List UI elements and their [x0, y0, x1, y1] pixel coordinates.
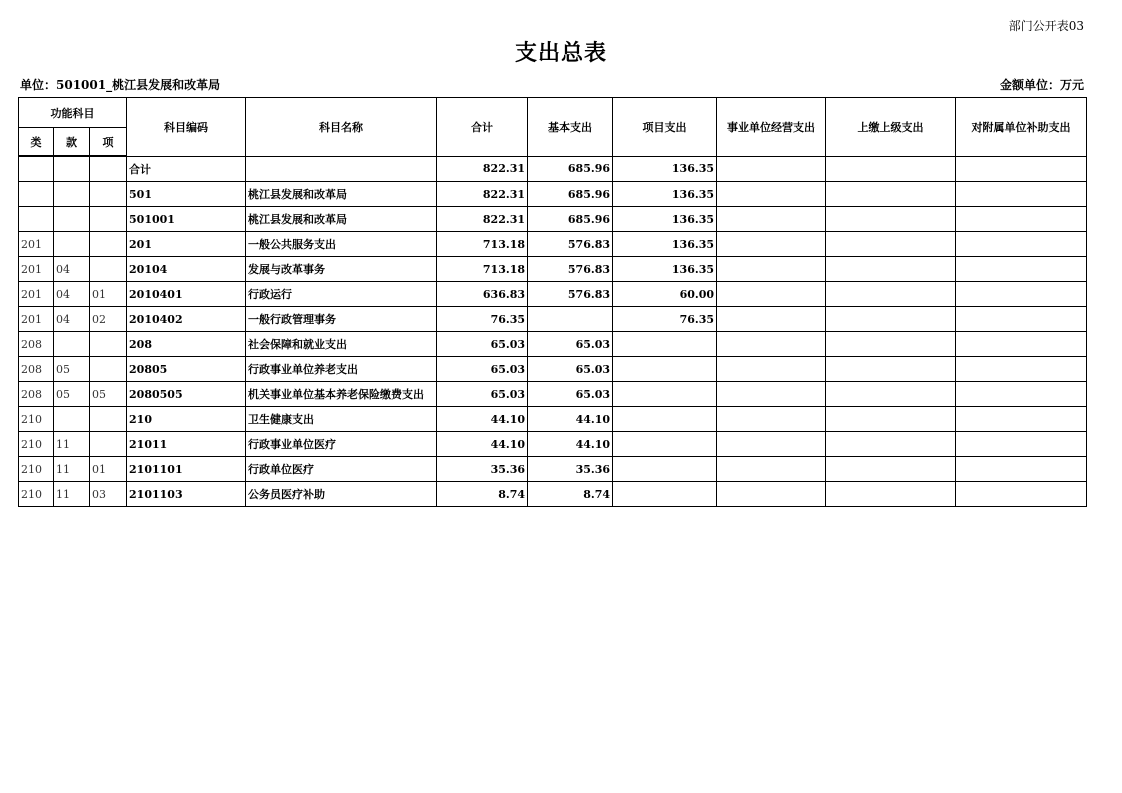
cell-total: 35.36	[437, 457, 528, 482]
header-kuan: 款	[54, 128, 90, 157]
header-subsidy: 对附属单位补助支出	[956, 98, 1087, 157]
cell-total: 44.10	[437, 432, 528, 457]
cell-upper	[826, 156, 956, 182]
cell-code: 2010402	[127, 307, 246, 332]
cell-total: 65.03	[437, 382, 528, 407]
cell-subsidy	[956, 432, 1087, 457]
cell-project	[613, 357, 717, 382]
header-lei: 类	[19, 128, 54, 157]
cell-biz	[717, 407, 826, 432]
table-row	[19, 432, 1087, 457]
cell-code: 2010401	[127, 282, 246, 307]
cell-name: 卫生健康支出	[246, 407, 437, 432]
cell-xiang: 05	[90, 382, 127, 407]
cell-basic	[528, 307, 613, 332]
cell-xiang	[90, 357, 127, 382]
cell-kuan	[54, 182, 90, 207]
cell-project: 136.35	[613, 207, 717, 232]
cell-kuan	[54, 156, 90, 182]
cell-subsidy	[956, 282, 1087, 307]
table-row	[19, 332, 1087, 357]
cell-upper	[826, 457, 956, 482]
cell-biz	[717, 156, 826, 182]
cell-upper	[826, 207, 956, 232]
cell-code: 501	[127, 182, 246, 207]
cell-basic: 576.83	[528, 282, 613, 307]
cell-biz	[717, 457, 826, 482]
cell-upper	[826, 232, 956, 257]
cell-biz	[717, 432, 826, 457]
cell-total: 65.03	[437, 357, 528, 382]
cell-total: 44.10	[437, 407, 528, 432]
cell-project: 60.00	[613, 282, 717, 307]
cell-code: 合计	[127, 156, 246, 182]
cell-upper	[826, 182, 956, 207]
header-upper: 上缴上级支出	[826, 98, 956, 157]
cell-code: 20805	[127, 357, 246, 382]
cell-project: 136.35	[613, 257, 717, 282]
page-title: 支出总表	[514, 40, 607, 66]
cell-kuan: 11	[54, 432, 90, 457]
cell-subsidy	[956, 407, 1087, 432]
cell-project: 136.35	[613, 182, 717, 207]
table-row	[19, 357, 1087, 382]
cell-biz	[717, 257, 826, 282]
table-row	[19, 282, 1087, 307]
unit-label: 单位：501001_桃江县发展和改革局	[20, 78, 221, 92]
cell-subsidy	[956, 156, 1087, 182]
cell-lei: 201	[19, 307, 54, 332]
cell-kuan: 11	[54, 482, 90, 507]
cell-xiang	[90, 432, 127, 457]
cell-subsidy	[956, 382, 1087, 407]
cell-xiang	[90, 182, 127, 207]
cell-subsidy	[956, 257, 1087, 282]
table-row	[19, 207, 1087, 232]
header-func-subject: 功能科目	[19, 98, 127, 128]
cell-project	[613, 457, 717, 482]
cell-total: 822.31	[437, 207, 528, 232]
cell-lei: 210	[19, 407, 54, 432]
cell-code: 2101103	[127, 482, 246, 507]
table-row	[19, 232, 1087, 257]
cell-kuan	[54, 407, 90, 432]
cell-upper	[826, 257, 956, 282]
cell-total: 713.18	[437, 232, 528, 257]
cell-total: 636.83	[437, 282, 528, 307]
table-row	[19, 307, 1087, 332]
cell-total: 65.03	[437, 332, 528, 357]
header-code: 科目编码	[127, 98, 246, 157]
cell-biz	[717, 232, 826, 257]
cell-lei: 201	[19, 232, 54, 257]
cell-xiang	[90, 407, 127, 432]
table-row	[19, 156, 1087, 182]
cell-kuan: 04	[54, 307, 90, 332]
header-biz: 事业单位经营支出	[717, 98, 826, 157]
table-row	[19, 482, 1087, 507]
cell-biz	[717, 332, 826, 357]
cell-name: 公务员医疗补助	[246, 482, 437, 507]
cell-total: 76.35	[437, 307, 528, 332]
cell-code: 21011	[127, 432, 246, 457]
cell-subsidy	[956, 232, 1087, 257]
cell-subsidy	[956, 482, 1087, 507]
cell-lei	[19, 207, 54, 232]
cell-name: 行政单位医疗	[246, 457, 437, 482]
cell-name: 一般行政管理事务	[246, 307, 437, 332]
cell-lei: 201	[19, 257, 54, 282]
cell-upper	[826, 307, 956, 332]
cell-subsidy	[956, 332, 1087, 357]
cell-basic: 576.83	[528, 232, 613, 257]
cell-name: 行政运行	[246, 282, 437, 307]
cell-name: 社会保障和就业支出	[246, 332, 437, 357]
table-row	[19, 407, 1087, 432]
cell-basic: 65.03	[528, 382, 613, 407]
cell-project: 136.35	[613, 156, 717, 182]
cell-xiang: 03	[90, 482, 127, 507]
cell-name: 一般公共服务支出	[246, 232, 437, 257]
cell-project	[613, 332, 717, 357]
cell-kuan	[54, 232, 90, 257]
table-row	[19, 457, 1087, 482]
cell-biz	[717, 482, 826, 507]
cell-kuan: 05	[54, 357, 90, 382]
cell-subsidy	[956, 457, 1087, 482]
cell-xiang	[90, 232, 127, 257]
cell-basic: 8.74	[528, 482, 613, 507]
cell-subsidy	[956, 207, 1087, 232]
cell-subsidy	[956, 182, 1087, 207]
cell-lei	[19, 156, 54, 182]
cell-lei	[19, 182, 54, 207]
cell-biz	[717, 282, 826, 307]
cell-basic: 65.03	[528, 332, 613, 357]
cell-upper	[826, 332, 956, 357]
cell-basic: 44.10	[528, 407, 613, 432]
cell-code: 20104	[127, 257, 246, 282]
cell-xiang	[90, 156, 127, 182]
cell-xiang: 02	[90, 307, 127, 332]
cell-kuan	[54, 207, 90, 232]
cell-xiang	[90, 257, 127, 282]
cell-biz	[717, 357, 826, 382]
cell-lei: 210	[19, 432, 54, 457]
cell-project	[613, 482, 717, 507]
cell-project: 76.35	[613, 307, 717, 332]
form-number: 部门公开表03	[1008, 19, 1084, 33]
cell-kuan: 11	[54, 457, 90, 482]
table-body	[19, 156, 1087, 507]
cell-project	[613, 382, 717, 407]
cell-name: 行政事业单位医疗	[246, 432, 437, 457]
cell-xiang	[90, 207, 127, 232]
cell-upper	[826, 382, 956, 407]
cell-lei: 210	[19, 482, 54, 507]
cell-name: 机关事业单位基本养老保险缴费支出	[246, 382, 437, 407]
amount-unit-label: 金额单位：万元	[999, 78, 1084, 92]
cell-lei: 210	[19, 457, 54, 482]
header-name: 科目名称	[246, 98, 437, 157]
table-row	[19, 257, 1087, 282]
cell-name: 桃江县发展和改革局	[246, 207, 437, 232]
cell-xiang: 01	[90, 457, 127, 482]
cell-upper	[826, 407, 956, 432]
cell-project: 136.35	[613, 232, 717, 257]
cell-code: 201	[127, 232, 246, 257]
cell-biz	[717, 307, 826, 332]
cell-kuan: 04	[54, 282, 90, 307]
cell-lei: 208	[19, 332, 54, 357]
cell-code: 501001	[127, 207, 246, 232]
cell-total: 713.18	[437, 257, 528, 282]
cell-kuan: 05	[54, 382, 90, 407]
cell-upper	[826, 432, 956, 457]
cell-upper	[826, 482, 956, 507]
cell-lei: 208	[19, 357, 54, 382]
cell-basic: 65.03	[528, 357, 613, 382]
header-basic: 基本支出	[528, 98, 613, 157]
cell-code: 210	[127, 407, 246, 432]
cell-xiang: 01	[90, 282, 127, 307]
cell-biz	[717, 207, 826, 232]
cell-basic: 685.96	[528, 207, 613, 232]
cell-total: 8.74	[437, 482, 528, 507]
cell-project	[613, 407, 717, 432]
cell-biz	[717, 382, 826, 407]
cell-xiang	[90, 332, 127, 357]
cell-code: 2101101	[127, 457, 246, 482]
header-project: 项目支出	[613, 98, 717, 157]
cell-total: 822.31	[437, 156, 528, 182]
cell-subsidy	[956, 307, 1087, 332]
cell-basic: 576.83	[528, 257, 613, 282]
cell-subsidy	[956, 357, 1087, 382]
cell-basic: 44.10	[528, 432, 613, 457]
cell-biz	[717, 182, 826, 207]
cell-lei: 201	[19, 282, 54, 307]
expenditure-table	[18, 97, 1087, 507]
cell-name	[246, 156, 437, 182]
cell-name: 发展与改革事务	[246, 257, 437, 282]
cell-basic: 685.96	[528, 182, 613, 207]
cell-basic: 685.96	[528, 156, 613, 182]
header-xiang: 项	[90, 128, 127, 157]
header-total: 合计	[437, 98, 528, 157]
cell-name: 行政事业单位养老支出	[246, 357, 437, 382]
cell-kuan	[54, 332, 90, 357]
table-row	[19, 382, 1087, 407]
cell-basic: 35.36	[528, 457, 613, 482]
cell-name: 桃江县发展和改革局	[246, 182, 437, 207]
cell-upper	[826, 282, 956, 307]
cell-code: 2080505	[127, 382, 246, 407]
cell-lei: 208	[19, 382, 54, 407]
cell-code: 208	[127, 332, 246, 357]
cell-total: 822.31	[437, 182, 528, 207]
cell-upper	[826, 357, 956, 382]
cell-kuan: 04	[54, 257, 90, 282]
table-row	[19, 182, 1087, 207]
cell-project	[613, 432, 717, 457]
